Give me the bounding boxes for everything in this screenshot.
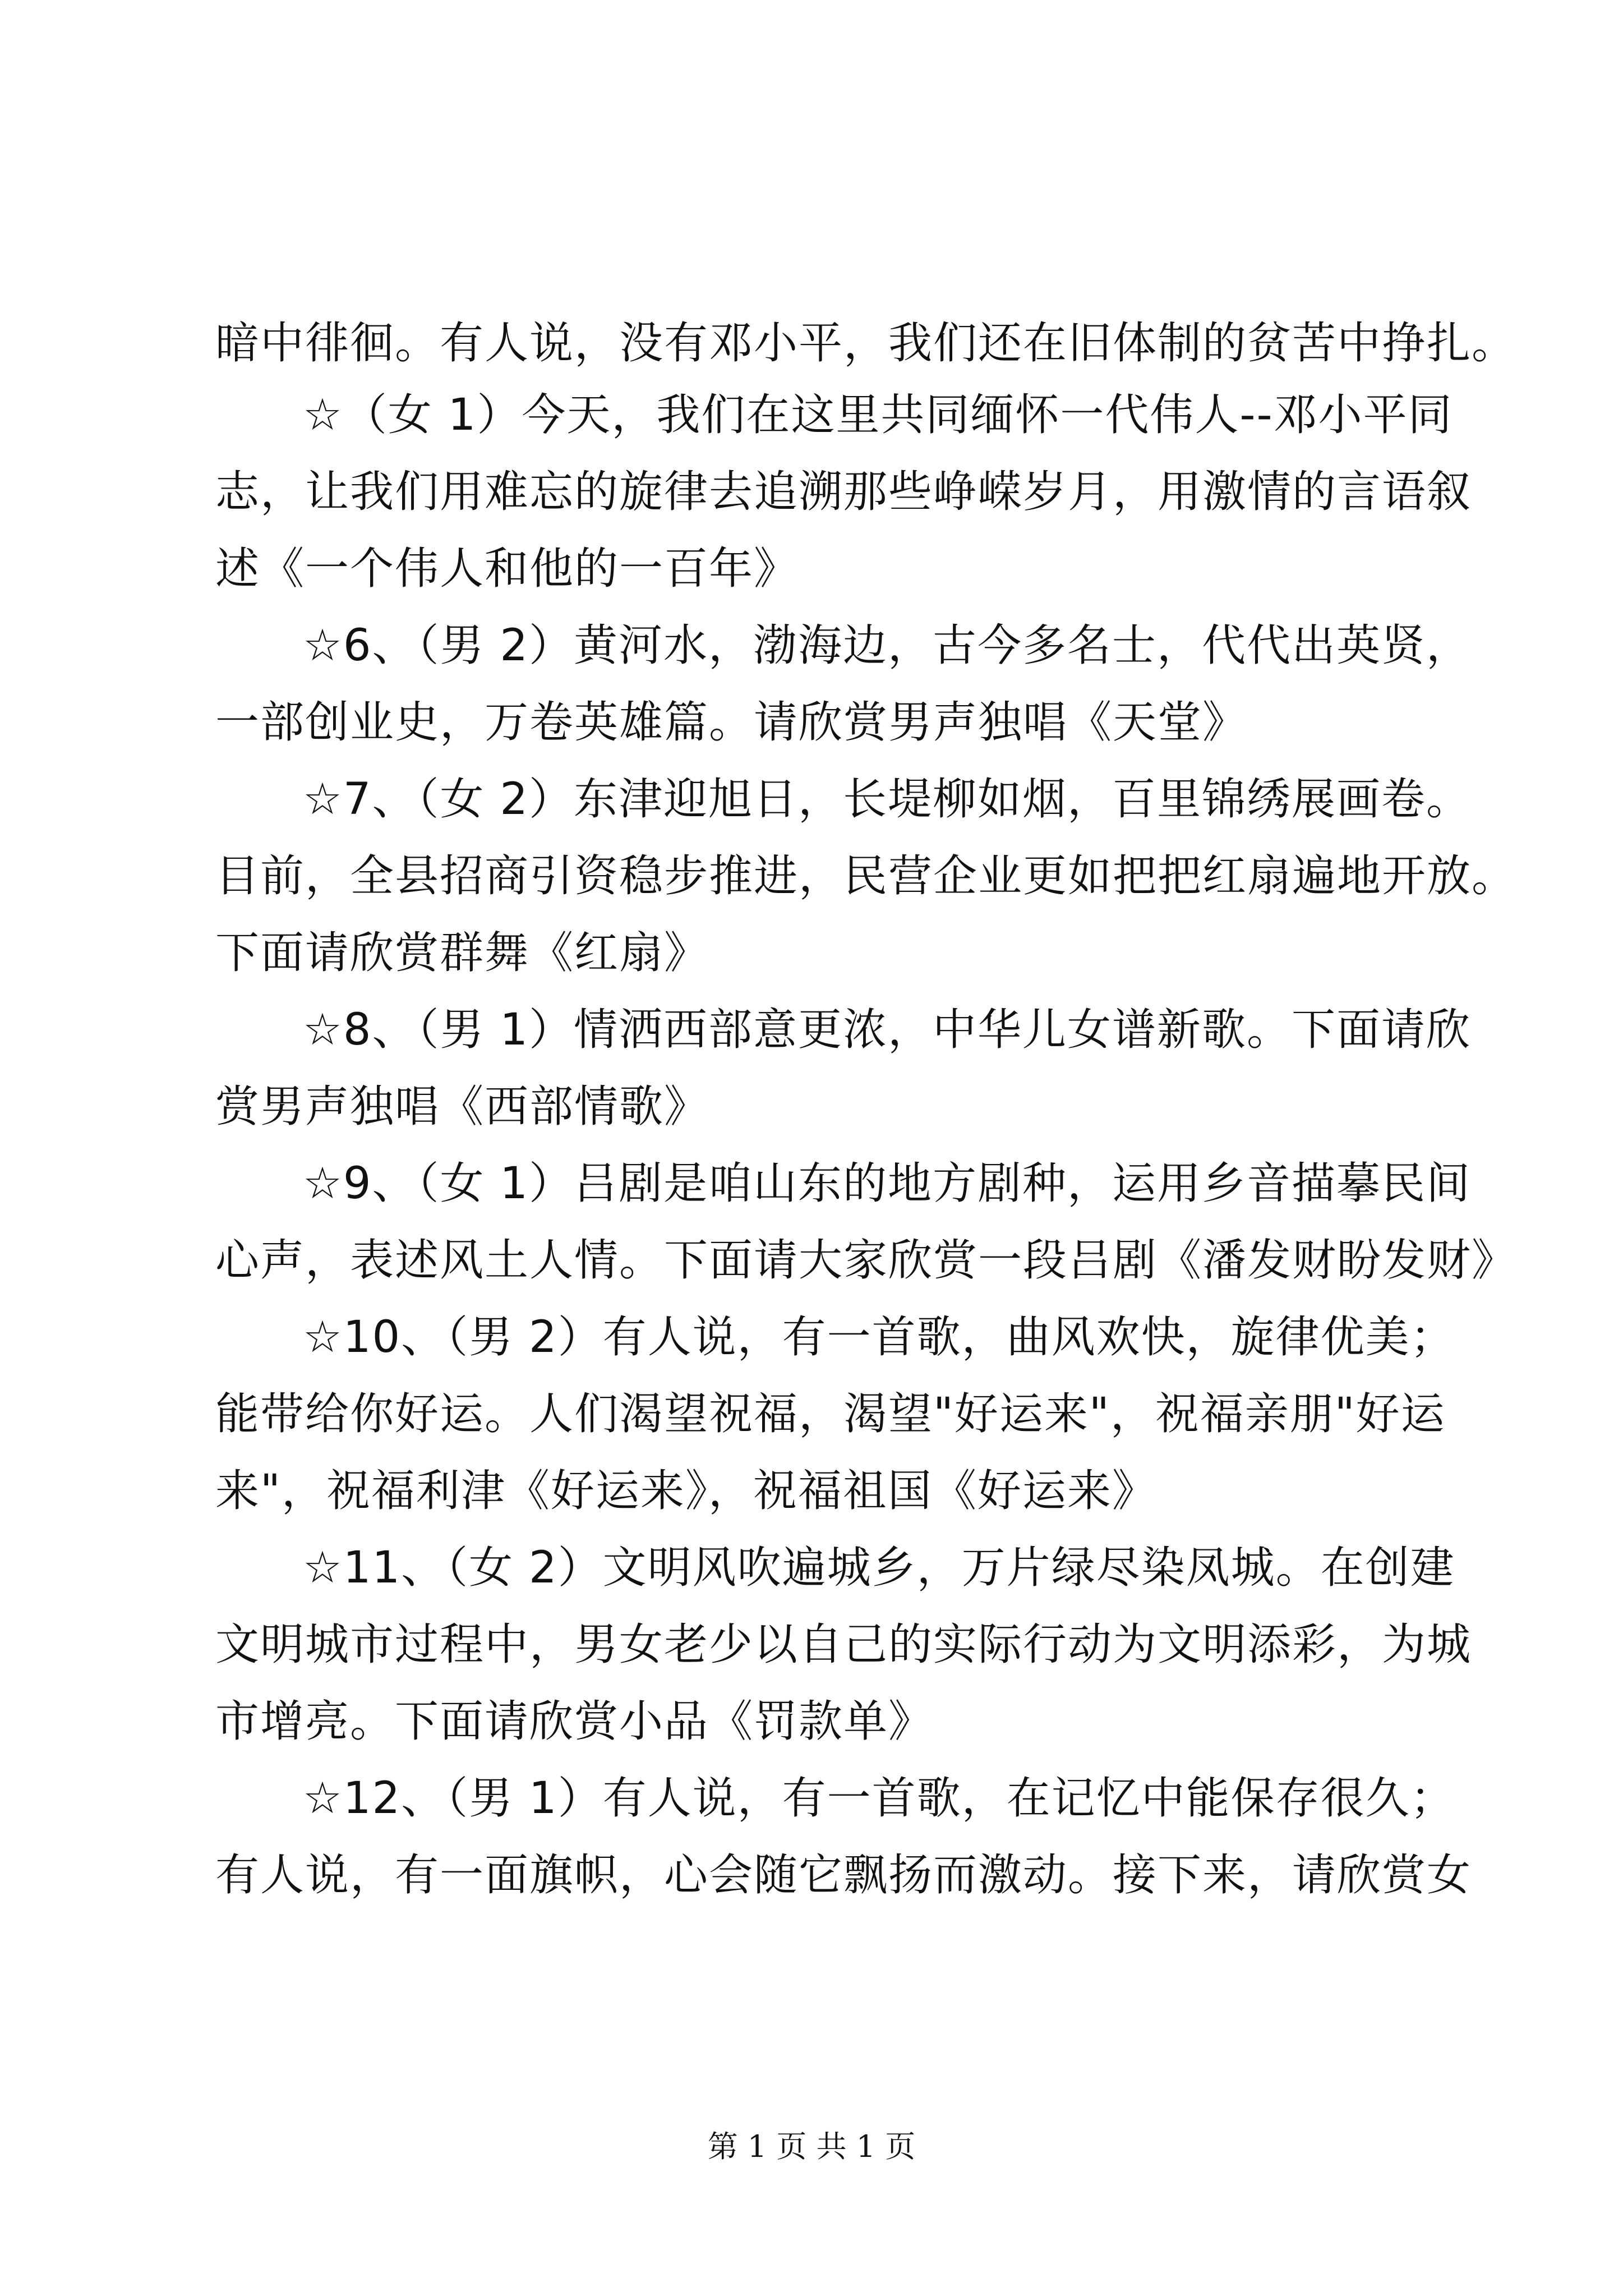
text-line: ☆9、（女 1）吕剧是咱山东的地方剧种，运用乡音描摹民间 bbox=[303, 1158, 1471, 1209]
text-line: ☆11、（女 2）文明风吹遍城乡，万片绿尽染凤城。在创建 bbox=[303, 1543, 1455, 1593]
text-line: ☆6、（男 2）黄河水，渤海边，古今多名士，代代出英贤， bbox=[303, 620, 1471, 671]
text-line: 志，让我们用难忘的旋律去追溯那些峥嵘岁月，用激情的言语叙 bbox=[215, 467, 1472, 517]
text-line: ☆8、（男 1）情洒西部意更浓，中华儿女谱新歌。下面请欣 bbox=[303, 1005, 1471, 1055]
text-line: 暗中徘徊。有人说，没有邓小平，我们还在旧体制的贫苦中挣扎。 bbox=[215, 318, 1517, 369]
text-line: 目前，全县招商引资稳步推进，民营企业更如把把红扇遍地开放。 bbox=[215, 851, 1517, 901]
text-line: ☆12、（男 1）有人说，有一首歌，在记忆中能保存很久； bbox=[303, 1773, 1455, 1824]
text-line: 市增亮。下面请欣赏小品《罚款单》 bbox=[215, 1696, 934, 1747]
text-line: 一部创业史，万卷英雄篇。请欣赏男声独唱《天堂》 bbox=[215, 697, 1248, 748]
text-line: 述《一个伟人和他的一百年》 bbox=[215, 544, 799, 594]
text-line: ☆（女 1）今天，我们在这里共同缅怀一代伟人--邓小平同 bbox=[303, 390, 1453, 440]
text-line: 文明城市过程中，男女老少以自己的实际行动为文明添彩，为城 bbox=[215, 1619, 1472, 1670]
text-line: 有人说，有一面旗帜，心会随它飘扬而激动。接下来，请欣赏女 bbox=[215, 1850, 1472, 1901]
text-line: 赏男声独唱《西部情歌》 bbox=[215, 1082, 709, 1132]
text-line: ☆7、（女 2）东津迎旭日，长堤柳如烟，百里锦绣展画卷。 bbox=[303, 774, 1471, 825]
page-footer: 第 1 页 共 1 页 bbox=[707, 2129, 916, 2164]
document-body bbox=[215, 0, 1517, 2296]
text-line: 心声，表述风土人情。下面请大家欣赏一段吕剧《潘发财盼发财》 bbox=[215, 1235, 1517, 1286]
text-line: 下面请欣赏群舞《红扇》 bbox=[215, 928, 709, 978]
text-line: 能带给你好运。人们渴望祝福，渴望"好运来"，祝福亲朋"好运 bbox=[215, 1389, 1446, 1439]
text-line: 来"，祝福利津《好运来》，祝福祖国《好运来》 bbox=[215, 1466, 1157, 1516]
text-line: ☆10、（男 2）有人说，有一首歌，曲风欢快，旋律优美； bbox=[303, 1312, 1455, 1363]
